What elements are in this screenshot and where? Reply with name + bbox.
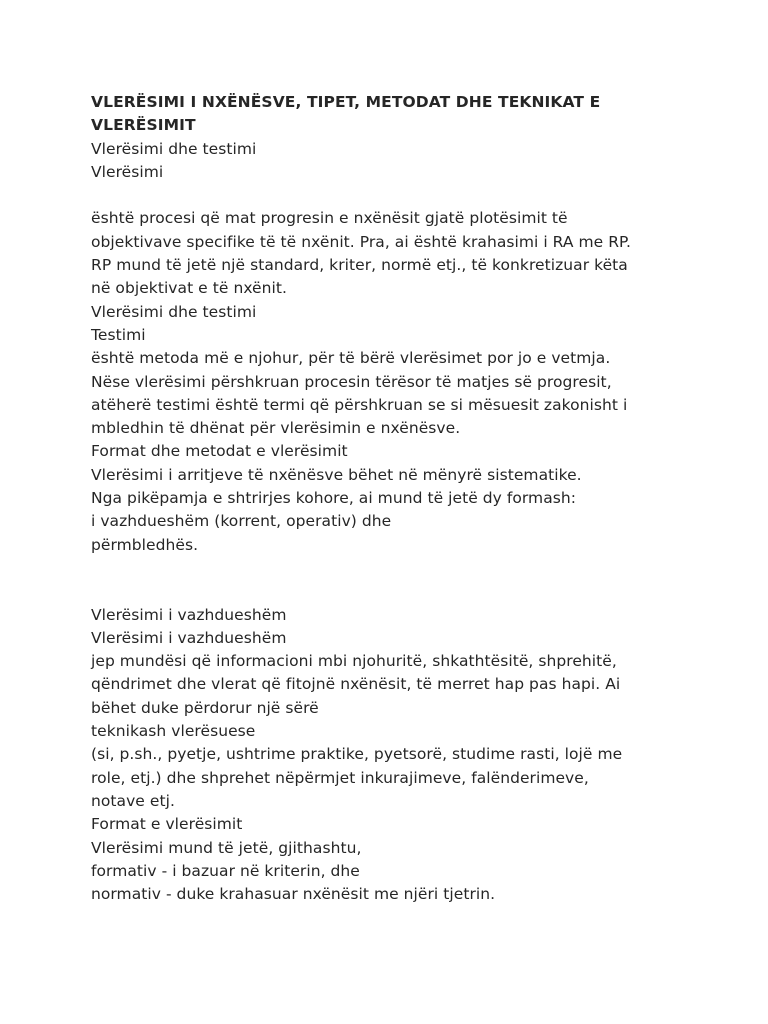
text-line: Testimi [91,325,146,344]
blank-line [91,184,731,207]
text-line: role, etj.) dhe shprehet nëpërmjet inkurajimeve, falënderimeve, [91,768,589,787]
title-line: VLERËSIMIT [91,116,196,135]
text-line: është metoda më e njohur, për të bërë vlerësimet por jo e vetmja. [91,349,611,368]
text-line: objektivave specifike të të nxënit. Pra, ai është krahasimi i RA me RP. [91,232,631,251]
text-line: atëherë testimi është termi që përshkruan se si mësuesit zakonisht i [91,395,628,414]
text-line: është procesi që mat progresin e nxënësit gjatë plotësimit të [91,209,568,228]
text-line: Vlerësimi mund të jetë, gjithashtu, [91,838,362,857]
title-line: VLERËSIMI I NXËNËSVE, TIPET, METODAT DHE TEKNIKAT E [91,93,601,111]
text-line: teknikash vlerësuese [91,722,256,741]
text-line: notave etj. [91,791,175,810]
text-line: Nga pikëpamja e shtrirjes kohore, ai mund të jetë dy formash: [91,489,577,508]
text-line: Format dhe metodat e vlerësimit [91,442,348,461]
text-line: Vlerësimi dhe testimi [91,139,257,158]
text-line: Vlerësimi i arritjeve të nxënësve bëhet në mënyrë sistematike. [91,465,582,484]
text-line: formativ - i bazuar në kriterin, dhe [91,861,360,880]
text-line: Vlerësimi dhe testimi [91,302,257,321]
text-line: mbledhin të dhënat për vlerësimin e nxënësve. [91,419,461,438]
text-line: Nëse vlerësimi përshkruan procesin tërësor të matjes së progresit, [91,372,612,391]
paragraph-block [91,207,731,556]
text-line: normativ - duke krahasuar nxënësit me njëri tjetrin. [91,885,496,904]
text-line: i vazhdueshëm (korrent, operativ) dhe [91,512,392,531]
document-page [91,91,731,906]
text-line: Vlerësimi i vazhdueshëm [91,605,287,624]
text-line: në objektivat e të nxënit. [91,279,287,298]
text-line: bëhet duke përdorur një sërë [91,698,319,717]
text-line: Vlerësimi i vazhdueshëm [91,628,287,647]
text-line: (si, p.sh., pyetje, ushtrime praktike, pyetsorë, studime rasti, lojë me [91,745,623,764]
blank-line [91,557,731,604]
paragraph-block [91,604,731,907]
text-line: RP mund të jetë një standard, kriter, normë etj., të konkretizuar këta [91,256,628,275]
text-line: Vlerësimi [91,162,164,181]
document-title [91,91,731,138]
paragraph-block [91,138,731,185]
text-line: Format e vlerësimit [91,815,243,834]
text-line: jep mundësi që informacioni mbi njohuritë, shkathtësitë, shprehitë, [91,652,617,671]
text-line: përmbledhës. [91,535,199,554]
text-line: qëndrimet dhe vlerat që fitojnë nxënësit, të merret hap pas hapi. Ai [91,675,621,694]
